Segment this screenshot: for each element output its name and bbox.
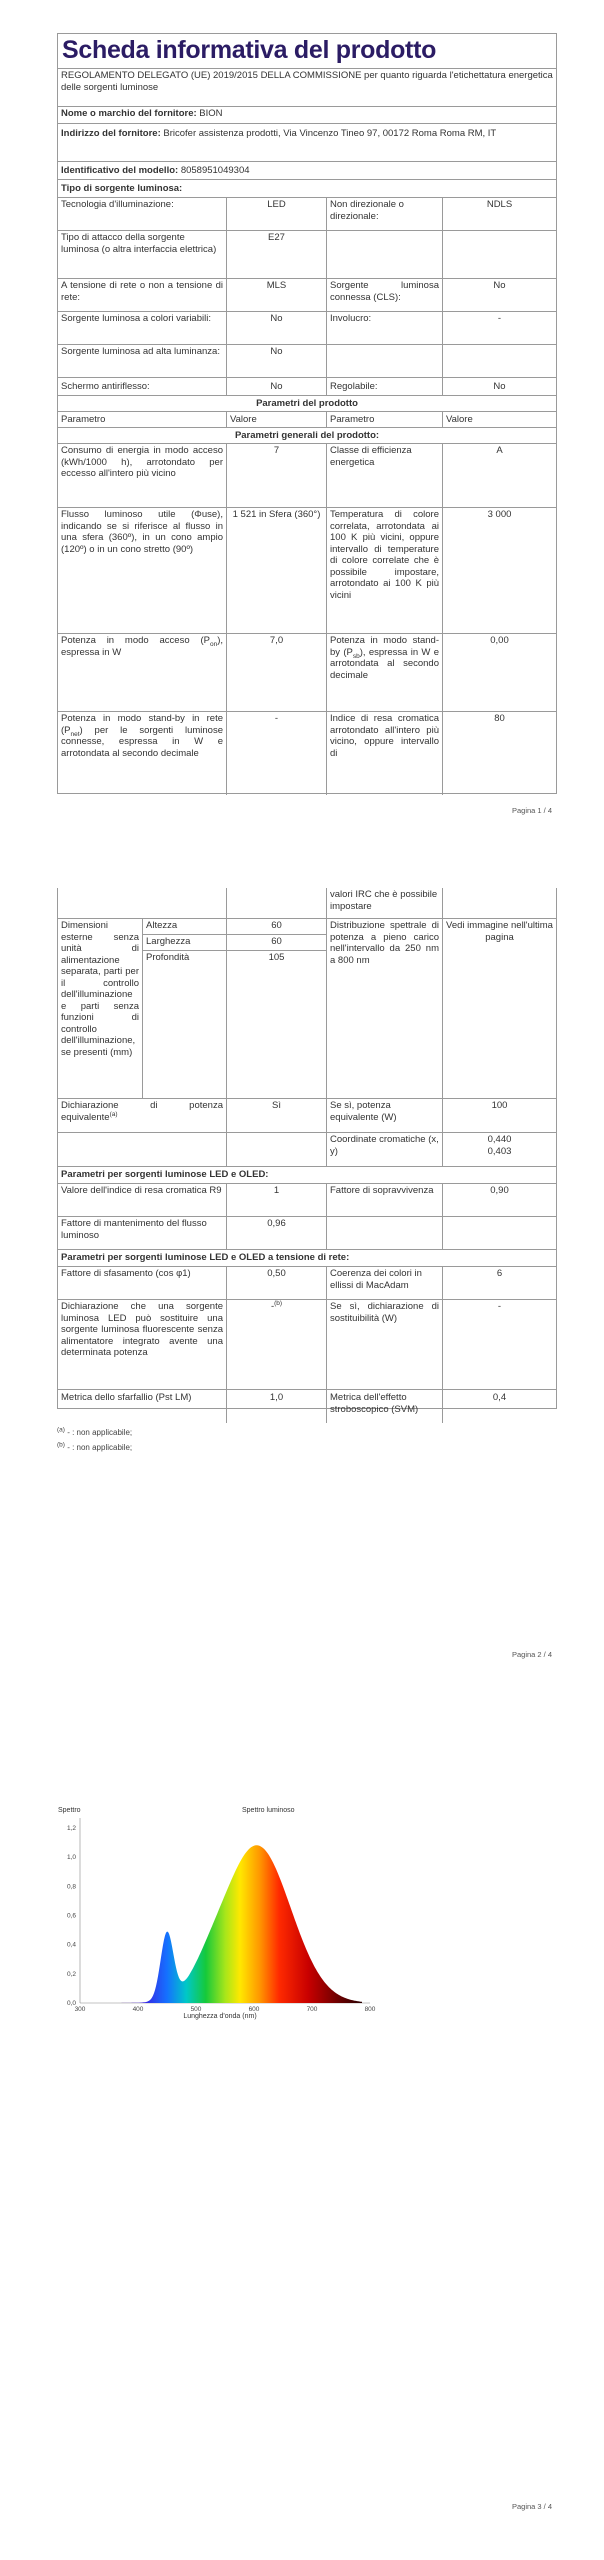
mls-row-value: 1,0 [226,1390,326,1423]
led-row [58,1216,556,1249]
general-row [58,507,556,633]
supplier-name: BION [199,108,223,119]
chroma-y: 0,403 [487,1145,512,1157]
mls-row-value-2: - [442,1300,556,1389]
mls-row-value: - [270,1301,275,1312]
supplier-address-label: Indirizzo del fornitore: [61,128,161,139]
spd-label: Distribuzione spettrale di potenza a pieno carico nell'intervallo da 250 nm a 800 nm [326,919,442,1098]
type-row [58,230,556,278]
mls-row [58,1266,556,1299]
spectrum-title: Spettro [58,1807,81,1814]
type-row-label-2 [326,231,442,278]
type-row-label: Tecnologia d'illuminazione: [61,199,174,210]
general-row-value: 7,0 [226,634,326,711]
model-label: Identificativo del modello: [61,165,179,176]
model-identifier: 8058951049304 [180,165,250,176]
spectrum-subtitle: Spettro luminoso [242,1807,295,1814]
led-row-label-2: Fattore di sopravvivenza [326,1184,442,1216]
column-header-row [58,411,556,427]
general-row-label-2: Indice di resa cromatica arrotondato all'intero più vicino, oppure intervallo di [326,712,442,795]
type-row-value: LED [226,198,326,230]
y-tick-label: 0,8 [66,1883,76,1891]
type-row-value: No [226,378,326,395]
spd-value: Vedi immagine nell'ultima pagina [442,919,556,1098]
equiv-value-2: 100 [442,1099,556,1132]
type-row-label-2 [326,345,442,377]
mls-row-value-2: 6 [442,1267,556,1299]
mls-note-mark: (b) [274,1299,283,1307]
chroma-label: Coordinate cromatiche (x, y) [326,1133,442,1166]
col-value-header: Valore [226,412,326,427]
y-tick-label: 0,4 [66,1941,76,1949]
general-row: Potenza in modo acceso $(P_{on})$, espressa in W 7,0 Potenza in modo stand-by $(P_{sb})$, espressa in W e arrotondata al secondo decimale 0,00 [58,633,556,711]
led-row-value: 1 [226,1184,326,1216]
type-row-value: E27 [226,231,326,278]
product-info-table [57,33,557,794]
height-value: 60 [227,919,326,935]
type-row-label-2: Regolabile: [326,378,442,395]
width-label: Larghezza [143,935,226,951]
mls-row-label: Dichiarazione che una sorgente luminosa LED può sostituire una sorgente luminosa fluorescente senza alimentatore integrato avente una determinata potenza [61,1301,223,1358]
x-tick-label: 800 [364,2006,376,2013]
spectrum-curve [118,1845,362,2003]
type-row [58,311,556,344]
general-row-value-2: 3 000 [442,508,556,633]
general-row-value-2: 0,00 [442,634,556,711]
footnote-a: $^{(a)}$ - : non applicabile; [57,1426,133,1437]
led-row-value-2: 0,90 [442,1184,556,1216]
y-tick-label: 1,0 [66,1854,76,1862]
regulation-row [58,68,556,106]
mls-heading-row [58,1249,556,1266]
equiv-power-row [58,1098,556,1132]
type-row-label-2: Involucro: [326,312,442,344]
led-row-label-2 [326,1217,442,1249]
supplier-name-row [58,106,556,123]
type-row-value-2 [442,345,556,377]
type-row [58,344,556,377]
type-row-label-2: Non direzionale o direzionale: [326,198,442,230]
type-row-value-2: - [442,312,556,344]
general-row-value: 1 521 in Sfera (360°) [226,508,326,633]
general-row-label: Flusso luminoso utile (Φuse), indicando se si riferisce al flusso in una sfera (360º), in un cono ampio (120º) o in un cono stretto (90º) [61,509,223,555]
params-heading-row [58,395,556,411]
general-row [58,443,556,507]
col-param-header-2: Parametro [326,412,442,427]
type-row [58,377,556,395]
mls-row-label: Fattore di sfasamento (cos φ1) [61,1268,191,1279]
general-row-value-2: A [442,444,556,507]
general-row-label-2: Temperatura di colore correlata, arrotondata ai 100 K più vicini, oppure intervallo di temperature di colore correlate che è possibile impostare, arrotondato ai 100 K più vicini [326,508,442,633]
source-type-row [58,179,556,197]
page-number: Pagina 3 / 4 [511,2502,552,2511]
source-type-label: Tipo di sorgente luminosa: [61,183,183,194]
depth-label: Profondità [146,952,190,963]
mls-heading: Parametri per sorgenti luminose LED e OLED a tensione di rete: [61,1252,350,1263]
general-heading: Parametri generali del prodotto: [234,430,380,441]
led-heading-row [58,1166,556,1183]
model-row [58,161,556,179]
continued-row [58,888,556,918]
y-tick-label: 0,0 [66,2000,76,2007]
supplier-name-label: Nome o marchio del fornitore: [61,108,197,119]
general-row-value-2: 80 [442,712,556,795]
equiv-label: Dichiarazione di potenza equivalente [61,1100,223,1123]
x-axis-label: Lunghezza d'onda (nm) [183,2013,257,2020]
type-row-label-2: Sorgente luminosa connessa (CLS): [326,279,442,311]
x-tick-label: 700 [306,2006,318,2013]
type-row-label: Tipo di attacco della sorgente luminosa (o altra interfaccia elettrica) [61,232,217,255]
type-row-label: Schermo antiriflesso: [61,381,150,392]
led-row-value: 0,96 [226,1217,326,1249]
general-row-label-2: Classe di efficienza energetica [326,444,442,507]
chroma-row [58,1132,556,1166]
mls-row-label-2: Coerenza dei colori in ellissi di MacAdam [326,1267,442,1299]
type-row-value: MLS [226,279,326,311]
continued-text: valori IRC che è possibile impostare [326,888,442,918]
y-tick-label: 0,6 [66,1912,76,1920]
y-tick-label: 0,2 [66,1970,76,1978]
general-row-value: 7 [226,444,326,507]
type-row-value: No [226,312,326,344]
params-heading: Parametri del prodotto [256,398,358,409]
equiv-label-2: Se sì, potenza equivalente (W) [326,1099,442,1132]
col-value-header-2: Valore [442,412,556,427]
mls-row-label-2: Metrica dell'effetto stroboscopico (SVM) [326,1390,442,1423]
x-tick-label: 600 [248,2006,260,2013]
equiv-value: Sì [226,1099,326,1132]
led-row-label: Valore dell'indice di resa cromatica R9 [61,1185,222,1196]
depth-value: 105 [268,952,285,963]
page-number: Pagina 2 / 4 [511,1650,552,1659]
type-row-value: No [226,345,326,377]
type-row-value-2: No [442,279,556,311]
type-row-value-2 [442,231,556,278]
general-row-value: - [226,712,326,795]
led-row [58,1183,556,1216]
mls-row-value: 0,50 [226,1267,326,1299]
x-tick-label: 500 [190,2006,202,2013]
page-2 [0,880,604,1704]
type-row-value-2: No [442,378,556,395]
x-tick-label: 400 [132,2006,144,2013]
general-row-label: Consumo di energia in modo acceso (kWh/1000 h), arrotondato per eccesso all'intero più vicino [61,445,223,479]
general-row: Potenza in modo stand-by in rete $(P_{net})$ per le sorgenti luminose connesse, espressa in W e arrotondata al secondo decimale - Indice di resa cromatica arrotondato all'intero più vicino, oppure intervallo di 80 [58,711,556,795]
supplier-address-row [58,123,556,161]
height-label: Altezza [143,919,226,935]
footnote-b: $^{(b)}$ - : non applicabile; [57,1441,133,1452]
spectrum-chart [0,1760,604,2020]
dimensions-row [58,918,556,1098]
page-3 [0,1760,604,2560]
supplier-address: Bricofer assistenza prodotti, Via Vincenzo Tineo 97, 00172 Roma Roma RM, IT [163,128,497,139]
width-value: 60 [227,935,326,951]
mls-row-label-2: Se sì, dichiarazione di sostituibilità (W) [326,1300,442,1389]
x-tick-label: 300 [74,2006,86,2013]
page-title: Scheda informativa del prodotto [62,36,437,64]
type-row-label: Sorgente luminosa ad alta luminanza: [61,346,220,357]
led-row-label: Fattore di mantenimento del flusso luminoso [61,1218,207,1241]
led-row-value-2 [442,1217,556,1249]
dimensions-label: Dimensioni esterne senza unità di alimentazione separata, parti per il controllo dell'illuminazione e parti senza funzioni di controllo dell'illuminazione, se presenti (mm) [61,920,139,1058]
type-row-label: Sorgente luminosa a colori variabili: [61,313,211,324]
product-info-table-continued [57,888,557,1415]
mls-row-value-2: 0,4 [442,1390,556,1423]
y-tick-label: 1,2 [66,1825,76,1832]
regulation-text: REGOLAMENTO DELEGATO (UE) 2019/2015 DELLA COMMISSIONE per quanto riguarda l'etichettatura energetica delle sorgenti luminose [61,70,553,93]
type-row [58,197,556,230]
page-1 [0,0,604,824]
page-number: Pagina 1 / 4 [511,806,552,815]
general-heading-row [58,427,556,443]
equiv-note-mark: (a) [109,1110,118,1118]
mls-row [58,1299,556,1389]
led-heading: Parametri per sorgenti luminose LED e OLED: [61,1169,269,1180]
mls-row-label: Metrica dello sfarfallio (Pst LM) [61,1392,192,1403]
mls-row [58,1389,556,1423]
type-row [58,278,556,311]
type-row-value-2: NDLS [442,198,556,230]
type-row-label: A tensione di rete o non a tensione di rete: [61,280,223,303]
col-param-header: Parametro [61,414,106,425]
chroma-x: 0,440 [487,1134,512,1145]
